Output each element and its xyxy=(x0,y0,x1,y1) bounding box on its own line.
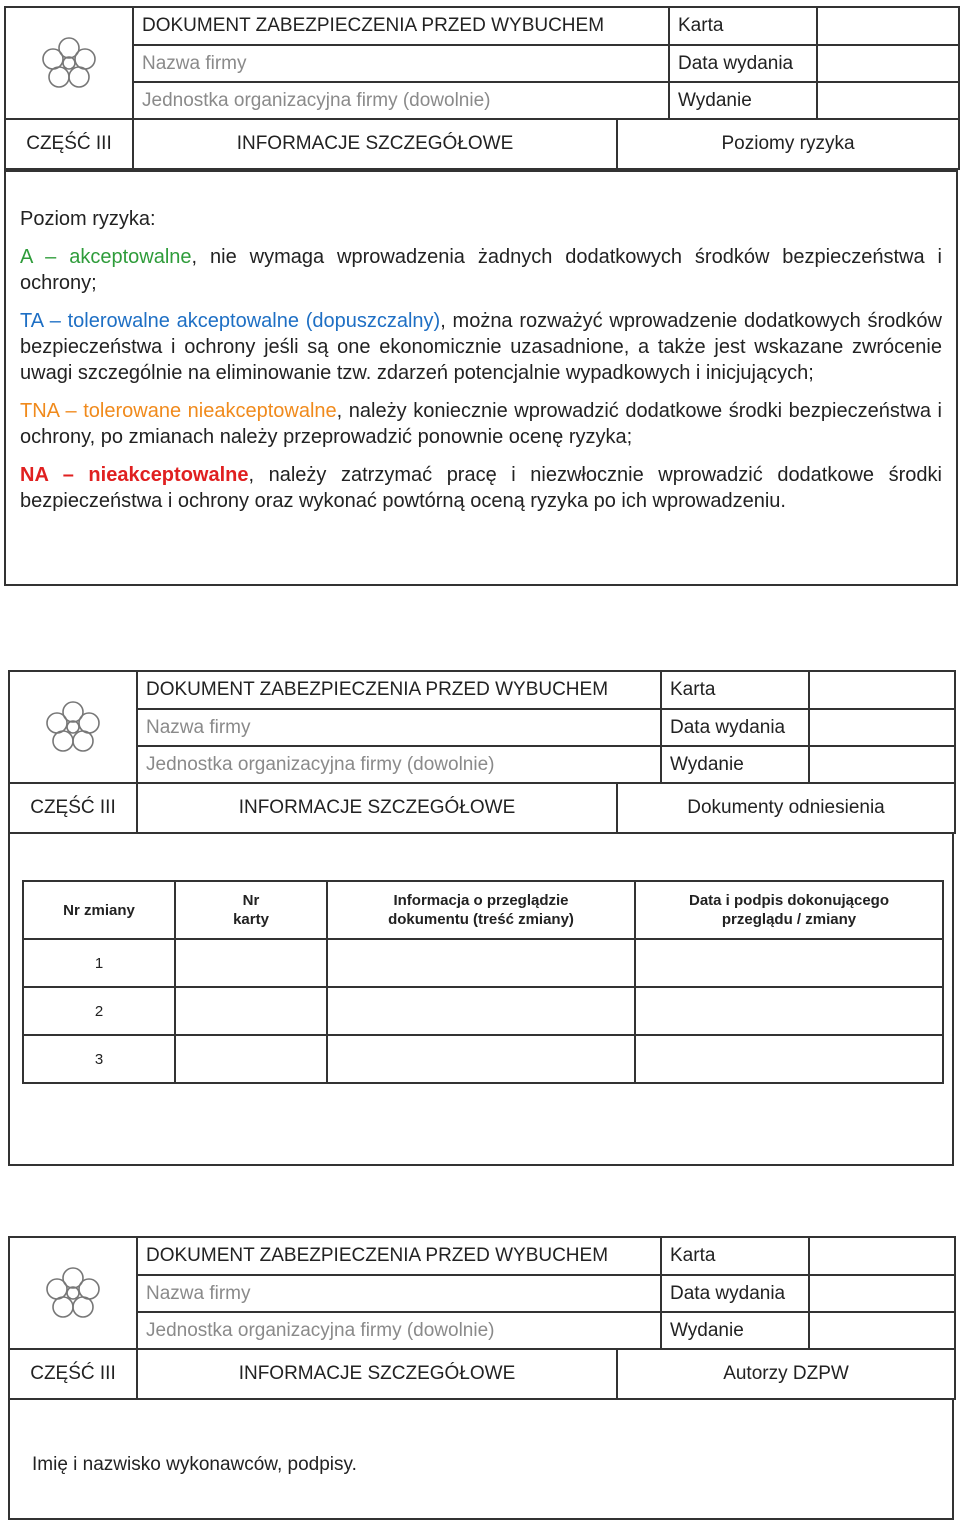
column-header-change-number: Nr zmiany xyxy=(23,881,175,939)
document-changes-table xyxy=(22,880,944,1084)
section-label: INFORMACJE SZCZEGÓŁOWE xyxy=(137,783,617,833)
flower-logo-icon xyxy=(10,1265,136,1321)
company-logo xyxy=(9,671,137,783)
flower-logo-icon xyxy=(10,699,136,755)
cell-card-number xyxy=(175,987,327,1035)
issue-date-value xyxy=(809,709,955,746)
cell-review-info xyxy=(327,1035,635,1083)
risk-level-ta: TA – tolerowalne akceptowalne (dopuszczalny), można rozważyć wprowadzenie dodatkowych środków bezpieczeństwa i ochrony jeśli są one ekonomicznie uzasadnione, a także jest wskazane zwrócenie uwagi szczególnie na eliminowanie tzw. zdarzeń potencjalnie wypadkowych i inicjujących; xyxy=(20,310,942,384)
column-header-card-number: Nr karty xyxy=(175,881,327,939)
cell-review-info xyxy=(327,939,635,987)
risk-levels-body xyxy=(4,170,958,586)
risk-heading: Poziom ryzyka: xyxy=(20,208,156,230)
flower-logo-icon xyxy=(6,35,132,91)
card-value xyxy=(817,7,959,45)
risk-level-tna: TNA – tolerowane nieakceptowalne, należy koniecznie wprowadzić dodatkowe środki bezpieczeństwa i ochrony, po zmianach należy przeprowadzić ponownie ocenę ryzyka; xyxy=(20,400,942,448)
cell-card-number xyxy=(175,1035,327,1083)
edition-label: Wydanie xyxy=(669,82,817,119)
section-label: INFORMACJE SZCZEGÓŁOWE xyxy=(137,1349,617,1399)
document-title: DOKUMENT ZABEZPIECZENIA PRZED WYBUCHEM xyxy=(137,1237,661,1275)
issue-date-value xyxy=(817,45,959,82)
edition-label: Wydanie xyxy=(661,1312,809,1349)
company-logo xyxy=(5,7,133,119)
company-name: Nazwa firmy xyxy=(133,45,669,82)
company-logo xyxy=(9,1237,137,1349)
cell-card-number xyxy=(175,939,327,987)
part-label: CZĘŚĆ III xyxy=(9,783,137,833)
cell-review-info xyxy=(327,987,635,1035)
issue-date-value xyxy=(809,1275,955,1312)
cell-change-number: 3 xyxy=(23,1035,175,1083)
issue-date-label: Data wydania xyxy=(661,709,809,746)
cell-change-number: 2 xyxy=(23,987,175,1035)
column-header-review-info: Informacja o przeglądzie dokumentu (treść zmiany) xyxy=(327,881,635,939)
section-subject: Poziomy ryzyka xyxy=(617,119,959,169)
document-page-authors xyxy=(0,1234,960,1524)
section-subject: Dokumenty odniesienia xyxy=(617,783,955,833)
part-label: CZĘŚĆ III xyxy=(5,119,133,169)
company-name: Nazwa firmy xyxy=(137,1275,661,1312)
card-label: Karta xyxy=(661,1237,809,1275)
authors-text: Imię i nazwisko wykonawców, podpisy. xyxy=(32,1454,357,1475)
edition-label: Wydanie xyxy=(661,746,809,783)
table-row xyxy=(23,1035,943,1083)
reference-documents-body xyxy=(8,832,954,1166)
part-label: CZĘŚĆ III xyxy=(9,1349,137,1399)
cell-date-signature xyxy=(635,939,943,987)
cell-change-number: 1 xyxy=(23,939,175,987)
document-page-risk-levels xyxy=(0,0,960,590)
card-label: Karta xyxy=(661,671,809,709)
risk-level-a: A – akceptowalne, nie wymaga wprowadzenia żadnych dodatkowych środków bezpieczeństwa i ochrony; xyxy=(20,246,942,294)
company-name: Nazwa firmy xyxy=(137,709,661,746)
org-unit: Jednostka organizacyjna firmy (dowolnie) xyxy=(133,82,669,119)
section-label: INFORMACJE SZCZEGÓŁOWE xyxy=(133,119,617,169)
cell-date-signature xyxy=(635,1035,943,1083)
edition-value xyxy=(817,82,959,119)
org-unit: Jednostka organizacyjna firmy (dowolnie) xyxy=(137,1312,661,1349)
authors-body xyxy=(8,1398,954,1520)
document-title: DOKUMENT ZABEZPIECZENIA PRZED WYBUCHEM xyxy=(137,671,661,709)
issue-date-label: Data wydania xyxy=(669,45,817,82)
document-header xyxy=(8,1236,956,1400)
document-header xyxy=(8,670,956,834)
table-row xyxy=(23,987,943,1035)
card-value xyxy=(809,1237,955,1275)
document-page-reference-documents xyxy=(0,668,960,1168)
card-value xyxy=(809,671,955,709)
column-header-date-signature: Data i podpis dokonującego przeglądu / zmiany xyxy=(635,881,943,939)
card-label: Karta xyxy=(669,7,817,45)
table-row xyxy=(23,939,943,987)
edition-value xyxy=(809,1312,955,1349)
document-header xyxy=(4,6,960,170)
document-title: DOKUMENT ZABEZPIECZENIA PRZED WYBUCHEM xyxy=(133,7,669,45)
cell-date-signature xyxy=(635,987,943,1035)
org-unit: Jednostka organizacyjna firmy (dowolnie) xyxy=(137,746,661,783)
section-subject: Autorzy DZPW xyxy=(617,1349,955,1399)
issue-date-label: Data wydania xyxy=(661,1275,809,1312)
edition-value xyxy=(809,746,955,783)
risk-level-na: NA – nieakceptowalne, należy zatrzymać pracę i niezwłocznie wprowadzić dodatkowe środki bezpieczeństwa i ochrony oraz wykonać powtórną oceną ryzyka po ich wprowadzeniu. xyxy=(20,464,942,512)
